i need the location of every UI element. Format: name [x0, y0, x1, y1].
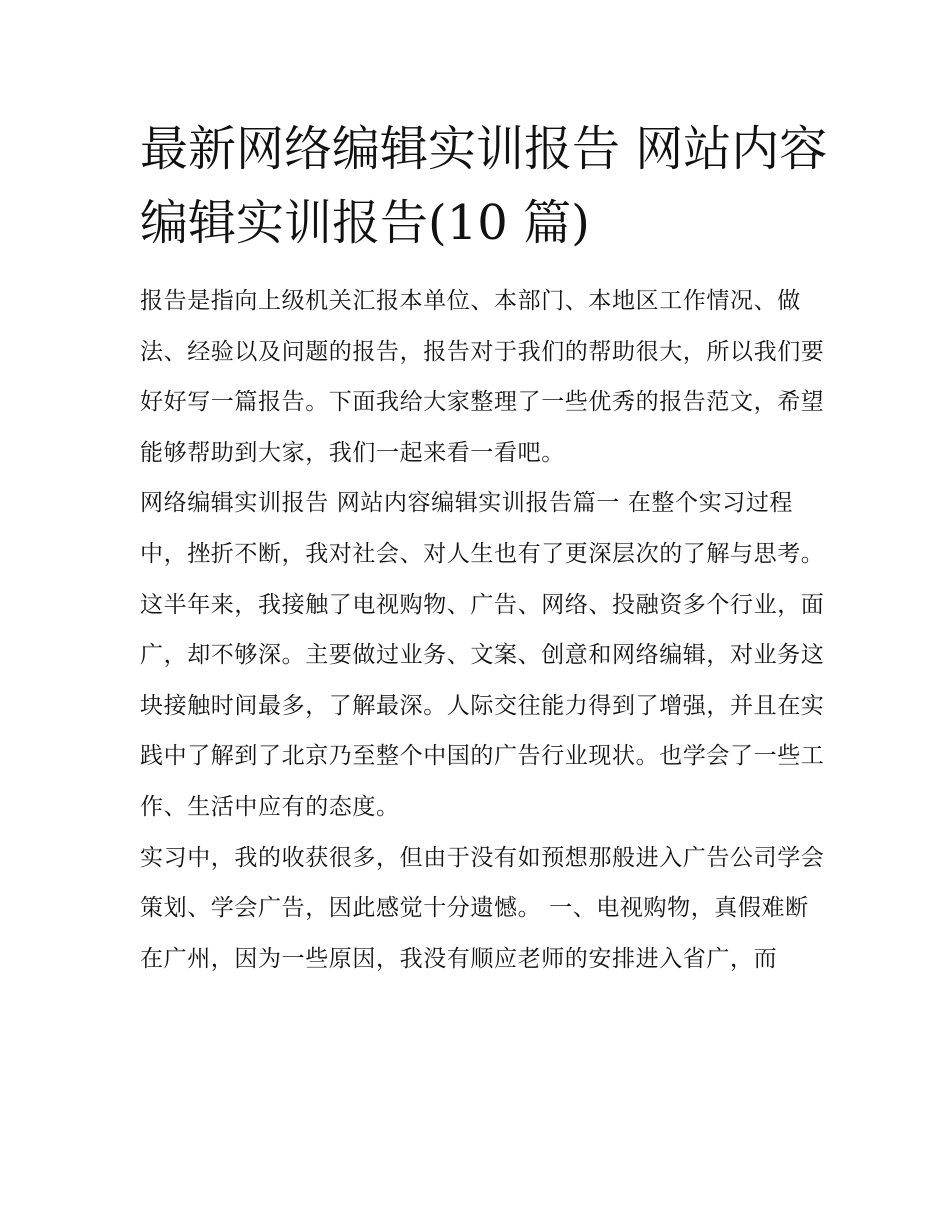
- paragraph: 报告是指向上级机关汇报本单位、本部门、本地区工作情况、做法、经验以及问题的报告，报告对于我们的帮助很大，所以我们要好好写一篇报告。下面我给大家整理了一些优秀的报告范文，希望能够帮助到大家，我们一起来看一看吧。: [140, 288, 825, 466]
- paragraph: 实习中，我的收获很多，但由于没有如预想那般进入广告公司学会策划、学会广告，因此感觉十分遗憾。 一、电视购物，真假难断: [140, 844, 825, 922]
- paragraph: 在广州，因为一些原因，我没有顺应老师的安排进入省广，而: [140, 945, 778, 972]
- paragraph: 网络编辑实训报告 网站内容编辑实训报告篇一 在整个实习过程中，挫折不断，我对社会、对人生也有了更深层次的了解与思考。: [140, 490, 825, 567]
- document-body: [140, 276, 830, 984]
- document-title: 最新网络编辑实训报告 网站内容编辑实训报告(10 篇): [140, 121, 828, 251]
- paragraph: 这半年来，我接触了电视购物、广告、网络、投融资多个行业，面广，却不够深。主要做过业务、文案、创意和网络编辑，对业务这块接触时间最多，了解最深。人际交往能力得到了增强，并且在实践中了解到了北京乃至整个中国的广告行业现状。也学会了一些工作、生活中应有的态度。: [140, 591, 825, 820]
